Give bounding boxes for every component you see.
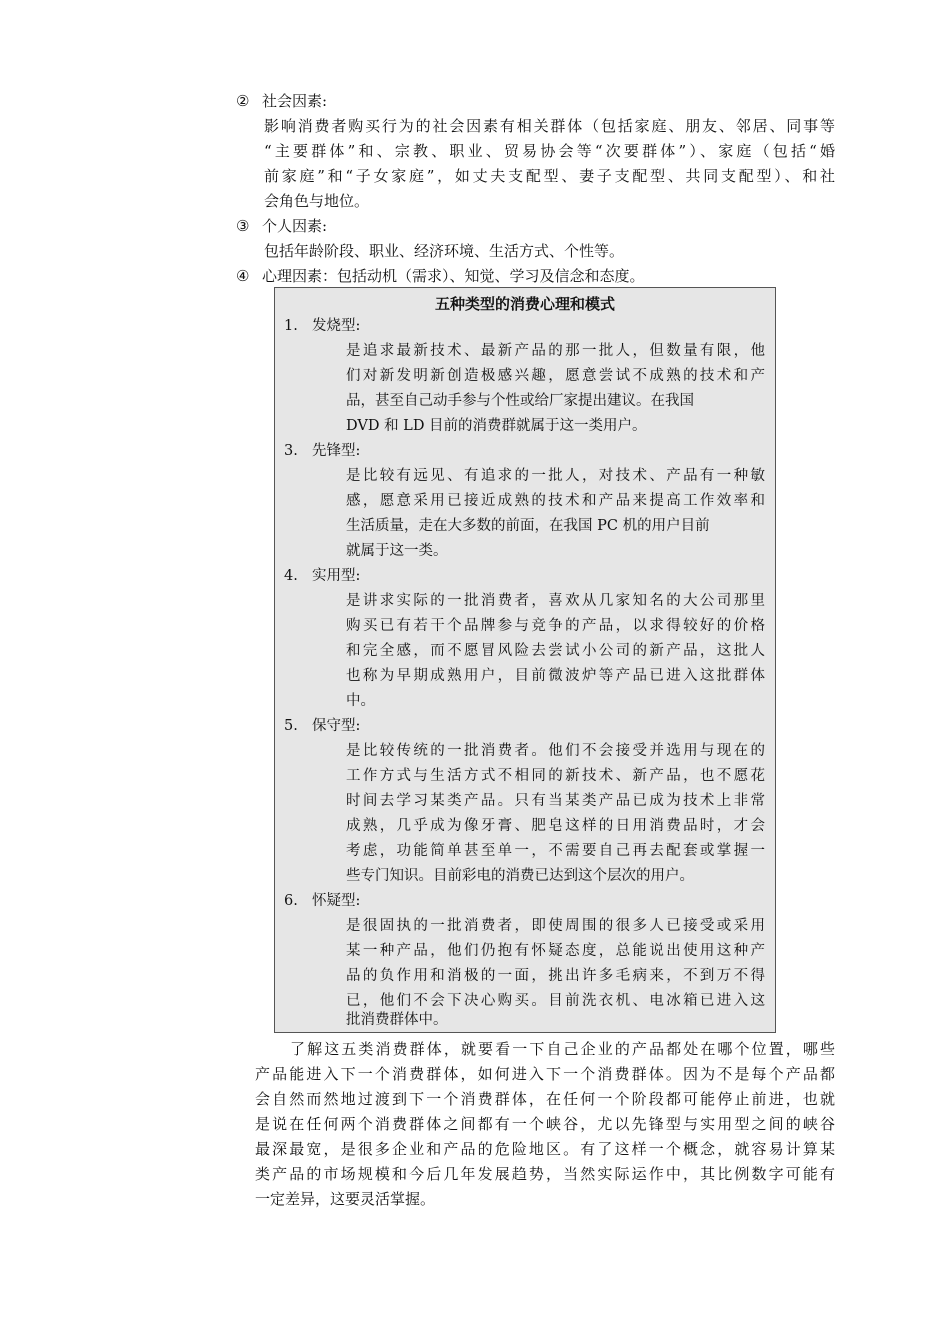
social-factor-line: 前家庭”和“子女家庭”，如丈夫支配型、妻子支配型、共同支配型）、和社 [264, 167, 835, 185]
item-text-line: 中。 [346, 693, 375, 709]
circled-number-3: ③ [236, 217, 250, 235]
box-title: 五种类型的消费心理和模式 [434, 295, 615, 313]
item-text-line: 工作方式与生活方式不相同的新技术、新产品，也不愿花 [346, 768, 765, 784]
item-number: 4. [284, 568, 298, 584]
personal-factor-title: 个人因素: [262, 217, 328, 235]
closing-paragraph-line: 产品能进入下一个消费群体，如何进入下一个消费群体。因为不是每个产品都 [255, 1065, 835, 1083]
personal-factor-heading [236, 214, 327, 239]
item-text-line: 是讲求实际的一批消费者，喜欢从几家知名的大公司那里 [346, 593, 765, 609]
item-number: 6. [284, 893, 298, 909]
item-text-line: 是比较传统的一批消费者。他们不会接受并选用与现在的 [346, 743, 765, 759]
item-text-line: 就属于这一类。 [346, 543, 448, 559]
item-text-line: 是比较有远见、有追求的一批人，对技术、产品有一种敏 [346, 468, 765, 484]
psychological-factor-title: 心理因素：包括动机（需求）、知觉、学习及信念和态度。 [262, 267, 645, 285]
closing-paragraph-line: 类产品的市场规模和今后几年发展趋势，当然实际运作中，其比例数字可能有 [255, 1165, 835, 1183]
psychological-factor-heading [236, 264, 645, 289]
item-text-line: DVD 和 LD 目前的消费群就属于这一类用户。 [346, 418, 647, 434]
item-name: 先锋型: [312, 443, 361, 459]
item-name: 发烧型: [312, 318, 361, 334]
consumer-types-box [274, 287, 776, 1033]
item-heading-enthusiast [284, 314, 360, 339]
social-factor-line: 会角色与地位。 [264, 192, 370, 210]
item-heading-practical [284, 564, 360, 589]
item-text-line: 感，愿意采用已接近成熟的技术和产品来提高工作效率和 [346, 493, 765, 509]
item-heading-skeptic [284, 889, 360, 914]
closing-paragraph-line: 是说在任何两个消费群体之间都有一个峡谷，尤以先锋型与实用型之间的峡谷 [255, 1115, 835, 1133]
item-text-line: 已，他们不会下决心购买。目前洗衣机、电冰箱已进入这 [346, 993, 765, 1009]
item-name: 实用型: [312, 568, 361, 584]
item-number: 5. [284, 718, 298, 734]
social-factor-heading [236, 89, 327, 114]
item-text-line: 和完全感，而不愿冒风险去尝试小公司的新产品，这批人 [346, 643, 765, 659]
social-factor-line: 影响消费者购买行为的社会因素有相关群体（包括家庭、朋友、邻居、同事等 [264, 117, 835, 135]
circled-number-2: ② [236, 92, 250, 110]
item-number: 3. [284, 443, 298, 459]
closing-paragraph-line: 会自然而然地过渡到下一个消费群体，在任何一个阶段都可能停止前进，也就 [255, 1090, 835, 1108]
item-text-line: 某一种产品，他们仍抱有怀疑态度，总能说出使用这种产 [346, 943, 765, 959]
closing-paragraph-line: 了解这五类消费群体，就要看一下自己企业的产品都处在哪个位置，哪些 [290, 1040, 835, 1058]
item-number: 1. [284, 318, 298, 334]
item-text-line: 考虑，功能简单甚至单一，不需要自己再去配套或掌握一 [346, 843, 765, 859]
closing-paragraph-line: 最深最宽，是很多企业和产品的危险地区。有了这样一个概念，就容易计算某 [255, 1140, 835, 1158]
social-factor-line: “主要群体”和、宗教、职业、贸易协会等“次要群体”）、家庭（包括“婚 [264, 142, 835, 160]
item-text-line: 是很固执的一批消费者，即使周围的很多人已接受或采用 [346, 918, 765, 934]
item-text-line: 购买已有若干个品牌参与竞争的产品，以求得较好的价格 [346, 618, 765, 634]
item-text-line: 品的负作用和消极的一面，挑出许多毛病来，不到万不得 [346, 968, 765, 984]
item-text-line: 批消费群体中。 [346, 1012, 448, 1028]
item-heading-conservative [284, 714, 360, 739]
item-text-line: 们对新发明新创造极感兴趣，愿意尝试不成熟的技术和产 [346, 368, 765, 384]
item-text-line: 时间去学习某类产品。只有当某类产品已成为技术上非常 [346, 793, 765, 809]
item-text-line: 是追求最新技术、最新产品的那一批人，但数量有限，他 [346, 343, 765, 359]
personal-factor-line: 包括年龄阶段、职业、经济环境、生活方式、个性等。 [264, 242, 625, 260]
item-text-line: 品，甚至自己动手参与个性或给厂家提出建议。在我国 [346, 393, 694, 409]
item-name: 保守型: [312, 718, 361, 734]
circled-number-4: ④ [236, 267, 250, 285]
item-text-line: 些专门知识。目前彩电的消费已达到这个层次的用户。 [346, 868, 694, 884]
item-heading-pioneer [284, 439, 360, 464]
item-text-line: 成熟，几乎成为像牙膏、肥皂这样的日用消费品时，才会 [346, 818, 765, 834]
closing-paragraph-line: 一定差异，这要灵活掌握。 [255, 1190, 436, 1208]
item-text-line: 也称为早期成熟用户，目前微波炉等产品已进入这批群体 [346, 668, 765, 684]
item-name: 怀疑型: [312, 893, 361, 909]
social-factor-title: 社会因素: [262, 92, 328, 110]
item-text-line: 生活质量，走在大多数的前面，在我国 PC 机的用户目前 [346, 518, 710, 534]
